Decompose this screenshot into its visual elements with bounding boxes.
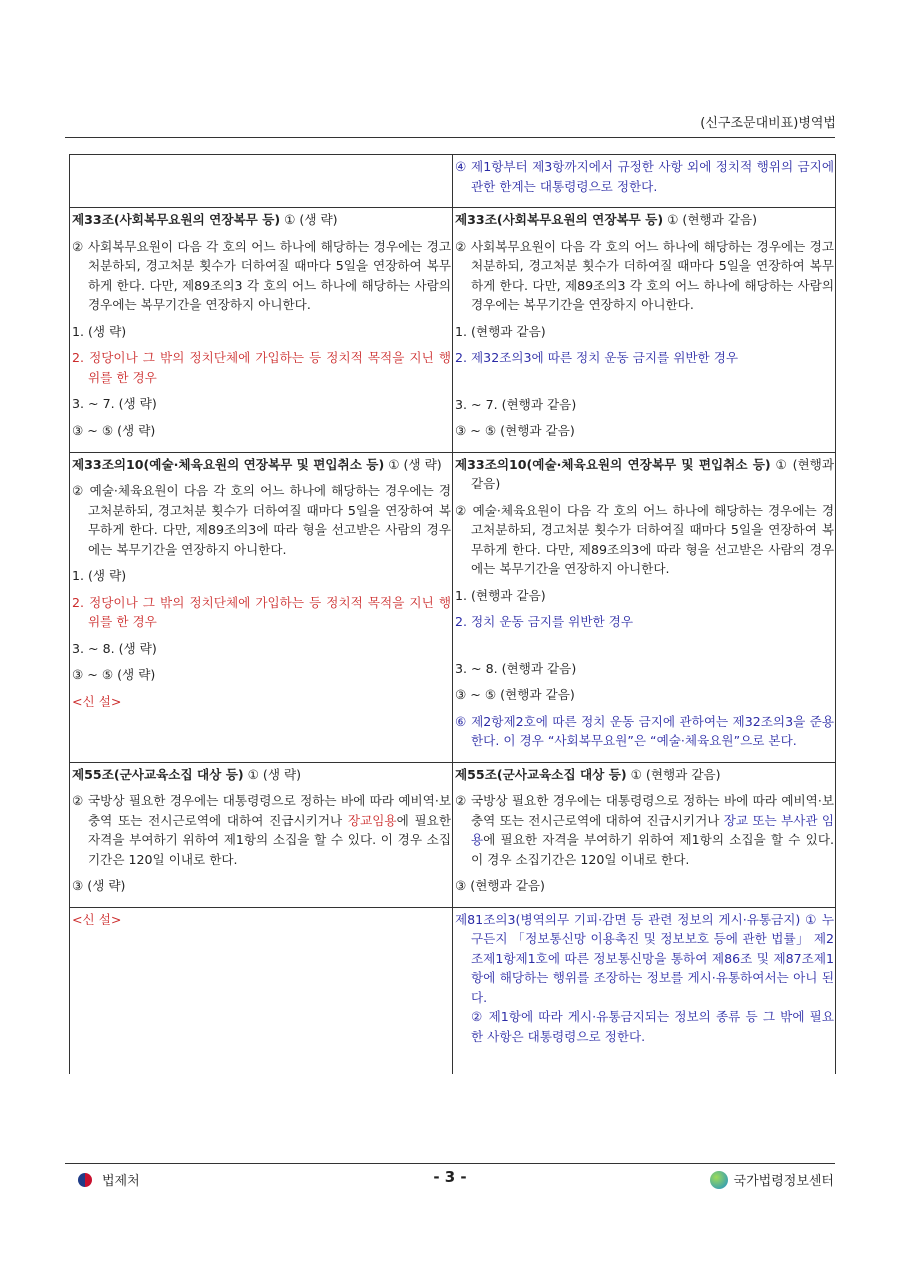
article-paragraph [455,348,834,368]
article-title: 제55조(군사교육소집 대상 등) [72,766,244,782]
amended-law-cell [453,208,836,453]
article-paragraph [72,237,451,315]
text-segment: 3. ~ 7. (현행과 같음) [455,396,577,412]
article-title: 제33조(사회복무요원의 연장복무 등) [72,212,281,227]
table-row [70,907,836,1074]
amended-law-cell [453,452,836,762]
article-paragraph [72,791,451,869]
amended-law-cell [453,762,836,907]
article-paragraph [72,639,451,659]
text-segment: 에 필요한 자격을 부여하기 위하여 제1항의 소집을 할 수 있다. 이 경우 소집기간은 120일 이내로 한다. [88,812,451,867]
article-title: 제33조(사회복무요원의 연장복무 등) [455,212,664,227]
article-title: 제33조의10(예술·체육요원의 연장복무 및 편입취소 등) [72,456,385,472]
article-paragraph [72,210,451,230]
current-law-cell [70,762,453,907]
article-paragraph [455,765,834,785]
article-paragraph [72,566,451,586]
article-paragraph [455,712,834,751]
article-paragraph [72,322,451,342]
article-paragraph [455,791,834,869]
text-segment: <신 설> [72,911,122,927]
article-paragraph [455,237,834,315]
article-paragraph [455,421,834,441]
text-segment: 3. ~ 8. (현행과 같음) [455,660,577,676]
text-segment: 2. 정당이나 그 밖의 정치단체에 가입하는 등 정치적 목적을 지닌 행위를 한 경우 [72,350,451,385]
text-segment: ② 사회복무요원이 다음 각 호의 어느 하나에 해당하는 경우에는 경고처분하되, 경고처분 횟수가 더하여질 때마다 5일을 연장하여 복무하게 한다. 다만, 제89조의3 각 호의 어느 하나에 해당하는 사람의 경우에는 복무기간을 연장하지 아니한다. [72,238,451,312]
text-segment: ② 예술·체육요원이 다음 각 호의 어느 하나에 해당하는 경우에는 경고처분하되, 경고처분 횟수가 더하여질 때마다 5일을 연장하여 복무하게 한다. 다만, 제89조의3에 따라 형을 선고받은 사람의 경우에는 복무기간을 연장하지 아니한다. [72,483,451,557]
text-segment: 1. (현행과 같음) [455,323,546,339]
text-segment: <신 설> [72,693,122,709]
table-row [70,155,836,208]
text-segment: 2. 정치 운동 금지를 위반한 경우 [455,614,634,629]
text-segment: ③ ~ ⑤ (현행과 같음) [455,423,575,438]
document-header-title: (신구조문대비표)병역법 [700,116,836,131]
footer-divider [65,1163,835,1164]
article-paragraph [72,765,451,785]
article-paragraph [455,395,834,415]
text-segment: ① (생 략) [280,212,338,227]
article-paragraph [455,659,834,679]
text-segment: ② 사회복무요원이 다음 각 호의 어느 하나에 해당하는 경우에는 경고처분하되, 경고처분 횟수가 더하여질 때마다 5일을 연장하여 복무하게 한다. 다만, 제89조의3 각 호의 어느 하나에 해당하는 사람의 경우에는 복무기간을 연장하지 아니한다. [455,238,834,312]
text-segment: ② 예술·체육요원이 다음 각 호의 어느 하나에 해당하는 경우에는 경고처분하되, 경고처분 횟수가 더하여질 때마다 5일을 연장하여 복무하게 한다. 다만, 제89조의3에 따라 형을 선고받은 사람의 경우에는 복무기간을 연장하지 아니한다. [455,502,834,576]
text-segment: ③ (현행과 같음) [455,878,545,893]
text-segment: ① (현행과 같음) [663,212,758,227]
article-title: 제55조(군사교육소집 대상 등) [455,766,627,782]
current-law-cell [70,907,453,1074]
text-segment: ① (현행과 같음) [471,456,834,491]
article-paragraph [455,455,834,494]
article-paragraph [72,421,451,441]
comparison-table [69,154,836,1074]
text-segment: 1. (현행과 같음) [455,587,546,603]
text-segment: ④ 제1항부터 제3항까지에서 규정한 사항 외에 정치적 행위의 금지에 관한 한계는 대통령령으로 정한다. [455,159,834,194]
text-segment: ③ ~ ⑤ (현행과 같음) [455,687,575,702]
article-paragraph [455,685,834,705]
current-law-cell [70,208,453,453]
current-law-cell [70,155,453,208]
text-segment: 장교 또는 부사관 임용 [471,812,834,847]
text-segment: 에 필요한 자격을 부여하기 위하여 제1항의 소집을 할 수 있다. 이 경우 소집기간은 120일 이내로 한다. [471,832,834,867]
article-paragraph [455,586,834,606]
text-segment: 1. (생 략) [72,323,127,339]
footer-center-name: 국가법령정보센터 [733,1174,834,1189]
article-paragraph [455,612,834,632]
article-paragraph [455,157,834,196]
text-segment: ② 국방상 필요한 경우에는 대통령령으로 정하는 바에 따라 예비역·보충역 또는 전시근로역에 대하여 진급시키거나 [72,793,451,828]
article-paragraph [455,876,834,896]
article-paragraph [72,692,451,712]
amended-law-cell [453,155,836,208]
table-row [70,208,836,453]
header-divider [65,137,835,138]
text-segment: ③ ~ ⑤ (생 략) [72,422,156,438]
article-paragraph [455,322,834,342]
text-segment: 3. ~ 7. (생 략) [72,396,157,411]
article-paragraph [72,455,451,475]
text-segment: ⑥ 제2항제2호에 따른 정치 운동 금지에 관하여는 제32조의3을 준용한다. 이 경우 “사회복무요원”은 “예술·체육요원”으로 본다. [455,713,834,748]
amended-law-cell [453,907,836,1074]
text-segment: ① (생 략) [384,456,442,472]
table-row [70,762,836,907]
footer-right [710,1170,834,1189]
text-segment: 제81조의3(병역의무 기피·감면 등 관련 정보의 게시·유통금지) ① 누구든지 「정보통신망 이용촉진 및 정보보호 등에 관한 법률」 제2조제1항제1호에 따른 정보통신망을 통하여 제86조 및 제87조제1항에 해당하는 행위를 조장하는 정보를 게시·유통하여서는 아니 된다. [455,911,834,1005]
page-number: - 3 - [433,1168,467,1186]
article-paragraph [455,501,834,579]
law-center-logo-icon [710,1171,728,1189]
article-paragraph [72,665,451,685]
text-segment: 장교임용 [347,812,397,828]
text-segment: 2. 제32조의3에 따른 정치 운동 금지를 위반한 경우 [455,350,739,365]
article-paragraph [455,1007,834,1046]
article-paragraph [72,481,451,559]
article-paragraph [72,876,451,896]
text-segment: ② 제1항에 따라 게시·유통금지되는 정보의 종류 등 그 밖에 필요한 사항은 대통령령으로 정한다. [471,1009,834,1044]
footer-org: 법제처 [102,1174,140,1189]
article-paragraph [72,348,451,387]
article-paragraph [455,210,834,230]
text-segment: 3. ~ 8. (생 략) [72,640,157,656]
article-title: 제33조의10(예술·체육요원의 연장복무 및 편입취소 등) [455,456,771,472]
table-row [70,452,836,762]
text-segment: ① (생 략) [243,766,302,782]
text-segment: ③ ~ ⑤ (생 략) [72,667,156,682]
current-law-cell [70,452,453,762]
text-segment: 2. 정당이나 그 밖의 정치단체에 가입하는 등 정치적 목적을 지닌 행위를 한 경우 [72,594,451,629]
text-segment: ② 국방상 필요한 경우에는 대통령령으로 정하는 바에 따라 예비역·보충역 또는 전시근로역에 대하여 진급시키거나 [455,793,834,828]
text-segment: 1. (생 략) [72,568,127,583]
text-segment: ③ (생 략) [72,878,126,893]
article-paragraph [72,593,451,632]
article-paragraph [455,910,834,1008]
article-paragraph [72,910,451,930]
article-paragraph [72,394,451,414]
text-segment: ① (현행과 같음) [626,766,721,782]
